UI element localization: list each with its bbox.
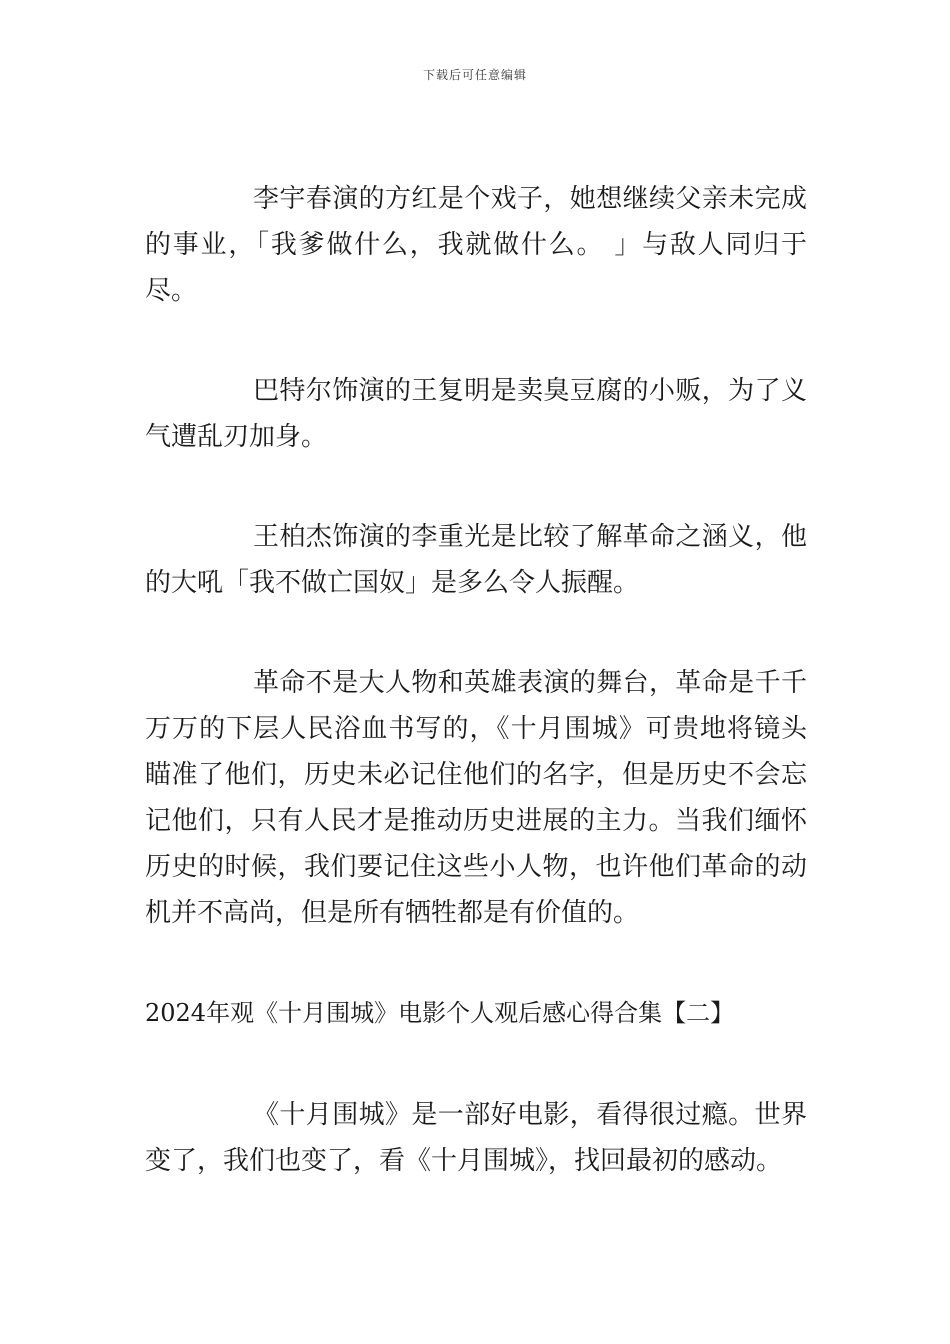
paragraph-1: 李宇春演的方红是个戏子，她想继续父亲未完成的事业，「我爹做什么，我就做什么。 」与敌人同归于尽。: [145, 184, 807, 306]
section-paragraph-1: 《十月围城》是一部好电影，看得很过瘾。世界变了，我们也变了，看《十月围城》，找回最初的感动。: [145, 1100, 807, 1176]
document-body: [145, 176, 807, 1238]
paragraph-2: 巴特尔饰演的王复明是卖臭豆腐的小贩，为了义气遭乱刃加身。: [145, 376, 807, 452]
paragraph-4: 革命不是大人物和英雄表演的舞台，革命是千千万万的下层人民浴血书写的，《十月围城》可贵地将镜头瞄准了他们，历史未必记住他们的名字，但是历史不会忘记他们，只有人民才是推动历史进展的主力。当我们缅怀历史的时候，我们要记住这些小人物，也许他们革命的动机并不高尚，但是所有牺牲都是有价值的。: [145, 668, 807, 928]
paragraph-3: 王柏杰饰演的李重光是比较了解革命之涵义，他的大吼「我不做亡国奴」是多么令人振醒。: [145, 522, 807, 598]
section-heading: 2024年观《十月围城》电影个人观后感心得合集【二】: [145, 999, 735, 1027]
page-header: 下载后可任意编辑: [422, 68, 527, 82]
